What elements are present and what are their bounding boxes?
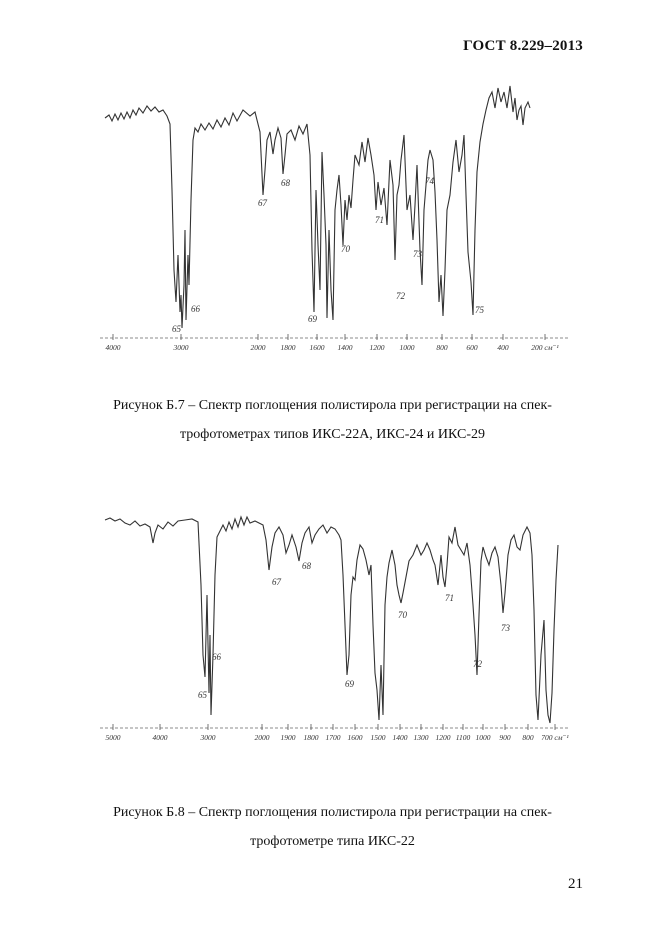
figure-7-caption: [60, 391, 605, 449]
x-tick-label: 1000: [399, 343, 415, 352]
x-axis-ticks-7: [106, 334, 560, 352]
x-tick-label: 2000: [250, 343, 266, 352]
band-label: 72: [473, 659, 482, 669]
band-label: 73: [501, 623, 510, 633]
figure-8-caption: [60, 798, 605, 856]
x-tick-label: 400: [497, 343, 509, 352]
band-label: 66: [212, 652, 221, 662]
spectrum-figure-7: [95, 80, 575, 355]
x-tick-label: 800: [436, 343, 448, 352]
spectrum-figure-8: [95, 505, 575, 750]
band-label: 65: [198, 690, 207, 700]
x-tick-label: 1000: [475, 733, 491, 742]
band-label: 71: [375, 215, 384, 225]
x-tick-label: 4000: [152, 733, 168, 742]
band-label: 70: [398, 610, 407, 620]
figure-8-caption-line-2: трофотометре типа ИКС-22: [250, 834, 415, 849]
x-tick-label: 1900: [280, 733, 296, 742]
band-labels-8: [198, 561, 511, 700]
x-tick-label: 1200: [369, 343, 385, 352]
page-number: 21: [568, 876, 583, 892]
band-label: 71: [445, 593, 454, 603]
band-label: 70: [341, 244, 350, 254]
x-tick-label: 1400: [392, 733, 408, 742]
x-tick-label: 1800: [303, 733, 319, 742]
x-tick-label: 1200: [435, 733, 451, 742]
spectrum-trace-7: [105, 86, 530, 328]
x-tick-label: 1500: [370, 733, 386, 742]
x-tick-label: 3000: [173, 343, 189, 352]
x-tick-label: 600: [466, 343, 478, 352]
band-label: 69: [345, 679, 354, 689]
x-tick-label: 800: [522, 733, 534, 742]
document-header: ГОСТ 8.229–2013: [463, 38, 583, 54]
x-tick-label: 1600: [347, 733, 363, 742]
band-label: 74: [425, 176, 434, 186]
band-label: 65: [172, 324, 181, 334]
x-axis-ticks-8: [106, 724, 570, 742]
figure-7-caption-line-2: трофотометрах типов ИКС-22А, ИКС-24 и ИКС-29: [179, 427, 486, 442]
band-label: 67: [272, 577, 281, 587]
band-label: 68: [281, 178, 290, 188]
figure-8-caption-line-1: Рисунок Б.8 – Спектр поглощения полистирола при регистрации на спек-: [113, 805, 552, 820]
band-label: 72: [396, 291, 405, 301]
x-tick-label: 2000: [254, 733, 270, 742]
x-tick-label: 900: [499, 733, 511, 742]
x-tick-label: 1600: [309, 343, 325, 352]
band-label: 67: [258, 198, 267, 208]
x-tick-label: 200 см⁻¹: [531, 343, 559, 352]
x-tick-label: 1100: [455, 733, 471, 742]
x-tick-label: 1400: [337, 343, 353, 352]
band-label: 66: [191, 304, 200, 314]
x-tick-label: 4000: [105, 343, 121, 352]
x-tick-label: 700 см⁻¹: [541, 733, 569, 742]
figure-7-caption-line-1: Рисунок Б.7 – Спектр поглощения полистирола при регистрации на спек-: [113, 398, 552, 413]
x-tick-label: 1300: [413, 733, 429, 742]
x-tick-label: 3000: [200, 733, 216, 742]
band-label: 69: [308, 314, 317, 324]
band-label: 68: [302, 561, 311, 571]
x-tick-label: 5000: [105, 733, 121, 742]
band-label: 75: [475, 305, 484, 315]
band-label: 73: [413, 249, 422, 259]
x-tick-label: 1800: [280, 343, 296, 352]
spectrum-trace-8: [105, 517, 558, 723]
x-tick-label: 1700: [325, 733, 341, 742]
